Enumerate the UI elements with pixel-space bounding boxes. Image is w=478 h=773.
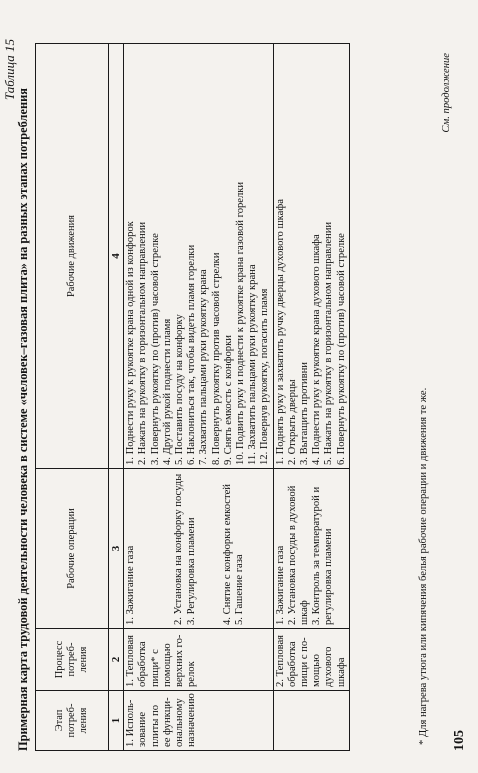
column-number: 2 [109, 629, 124, 691]
page-number: 105 [452, 730, 467, 751]
header-process: Процесс потребления [36, 629, 109, 691]
operation-item: 1. Зажигание газа [125, 545, 137, 625]
stage-cell: 1. Использование плиты по ее функциональному назначению [124, 691, 273, 751]
header-operations: Рабочие операции [36, 469, 109, 629]
movement-item: 4. Поднести руку к рукоятке крана духового шкафа [311, 234, 323, 465]
movement-item: 8. Повернуть рукоятку против часовой стрелки [210, 252, 222, 465]
operation-item: 3. Регулировка пламени [185, 517, 197, 625]
spacer [137, 472, 173, 625]
movement-item: 5. Поставить посуду на конфорку [174, 314, 186, 465]
movement-item: 9. Снять емкость с конфорки [222, 335, 234, 465]
movements-cell [124, 44, 273, 469]
table-row [273, 44, 349, 751]
movements-cell [273, 44, 349, 469]
movement-item: 6. Повернуть рукоятку по (против) часовой стрелке [335, 233, 347, 465]
stage-cell-empty [273, 691, 349, 751]
operation-item: 2. Установка посуды в духовой шкаф [286, 485, 311, 625]
operations-cell [124, 469, 273, 629]
movement-item: 11. Захватить пальцами руки рукоятку крана [247, 264, 259, 465]
movement-item: 5. Нажать на рукоятку в горизонтальном направлении [323, 221, 335, 465]
header-stage: Этап потребления [36, 691, 109, 751]
column-number: 4 [109, 44, 124, 469]
labor-activity-table [35, 43, 350, 751]
movement-item: 2. Нажать на рукоятку в горизонтальном направлении [137, 221, 149, 465]
movement-item: 10. Подвить руку и поднести к рукоятке крана газовой горелки [235, 181, 247, 465]
footnote: * Для нагрева утюга или кипячения белья рабочие операции и движения те же. [418, 387, 429, 745]
table-title: Примерная карта трудовой деятельности человека в системе «человек–газовая плита» на разных этапах потребления [16, 88, 30, 751]
operation-item: 4. Снятие с конфорки емкостей [221, 484, 233, 625]
movement-item: 4. Другой рукой поднести пламя [161, 318, 173, 465]
continuation-note: См. продолжение [441, 53, 452, 133]
table-number-label: Таблица 15 [2, 39, 17, 101]
movement-item: 12. Повернув рукоятку, погасить пламя [259, 288, 271, 465]
movement-item: 3. Повернуть рукоятку по (против) часовой стрелке [149, 233, 161, 465]
column-number-row [109, 44, 124, 751]
header-row [36, 44, 109, 751]
spacer [198, 472, 222, 625]
movement-item: 6. Наклониться так, чтобы видеть пламя горелки [186, 244, 198, 465]
movement-item: 3. Вытащить противни [299, 362, 311, 465]
operation-item: 2. Установка на конфорку посуды [173, 473, 185, 625]
movement-item: 1. Поднять руку и захватить ручку дверцы духового шкафа [274, 199, 286, 465]
operation-item: 5. Гашение газа [234, 554, 246, 625]
movement-item: 7. Захватить пальцами руки рукоятку крана [198, 269, 210, 465]
header-movements: Рабочие движения [36, 44, 109, 469]
process-cell: 2. Тепловая обработка пищи с помощью духового шкафа [273, 629, 349, 691]
column-number: 3 [109, 469, 124, 629]
column-number: 1 [109, 691, 124, 751]
process-cell: 1. Тепловая обработка пищи* с помощью верхних горелок [124, 629, 273, 691]
operation-item: 3. Контроль за температурой и регулировка пламени [311, 486, 335, 625]
operation-item: 1. Зажигание газа [274, 545, 286, 625]
movement-item: 2. Открыть дверцы [286, 379, 298, 465]
movement-item: 1. Поднести руку к рукоятке крана одной из конфорок [125, 221, 137, 465]
operations-cell [273, 469, 349, 629]
table-row [124, 44, 273, 751]
